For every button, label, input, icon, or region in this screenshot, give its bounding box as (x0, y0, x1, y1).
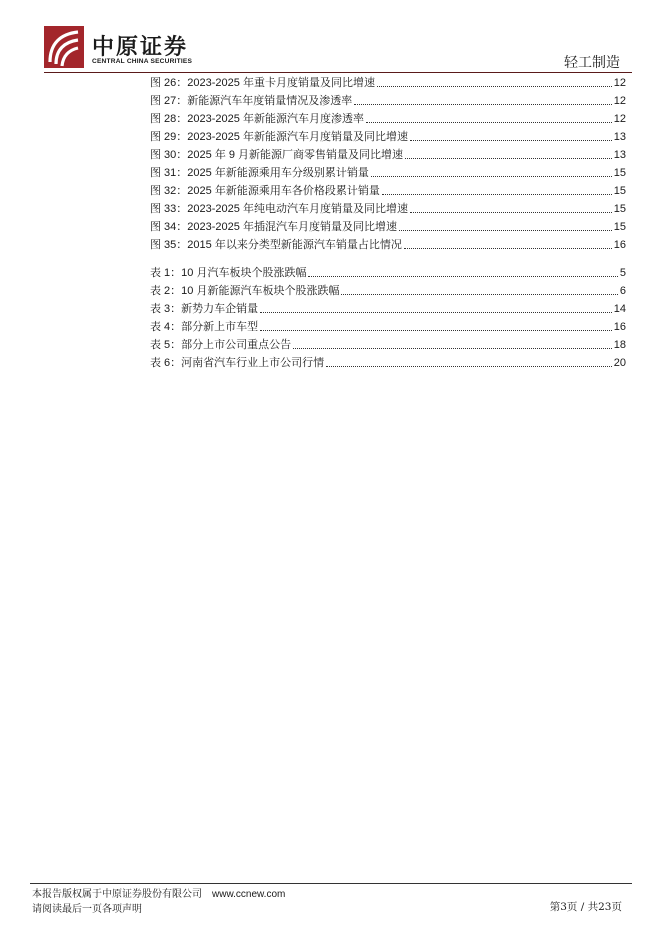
toc-row[interactable] (150, 354, 626, 370)
logo-chinese-name: 中原证券 (92, 34, 189, 60)
toc-leader (404, 248, 612, 249)
toc-leader (377, 86, 612, 87)
toc-entry-title: 图 32：2025 年新能源乘用车各价格段累计销量 (150, 185, 380, 197)
footer-disclaimer: 请阅读最后一页各项声明 (32, 904, 142, 915)
toc-leader (260, 312, 612, 313)
toc-page-number: 12 (613, 77, 626, 89)
toc-row[interactable] (150, 164, 626, 180)
toc-row[interactable] (150, 336, 626, 352)
toc-entry-title: 表 1：10 月汽车板块个股涨跌幅 (150, 267, 307, 279)
page-header (0, 0, 662, 76)
toc-entry-title: 图 30：2025 年 9 月新能源厂商零售销量及同比增速 (150, 149, 404, 161)
toc-leader (354, 104, 611, 105)
toc-leader (371, 176, 612, 177)
toc-leader (382, 194, 612, 195)
toc-entry-title: 图 34：2023-2025 年插混汽车月度销量及同比增速 (150, 221, 397, 233)
toc-leader (366, 122, 612, 123)
toc-leader (341, 294, 617, 295)
toc-row[interactable] (150, 236, 626, 252)
toc-page-number: 15 (613, 185, 626, 197)
toc-page-number: 12 (613, 113, 626, 125)
toc-page-number: 15 (613, 203, 626, 215)
toc-leader (405, 158, 612, 159)
toc-leader (399, 230, 612, 231)
toc-page-number: 16 (613, 239, 626, 251)
toc-entry-title: 图 28：2023-2025 年新能源汽车月度渗透率 (150, 113, 364, 125)
toc-entry-title: 表 5：部分上市公司重点公告 (150, 339, 292, 351)
logo-icon (44, 26, 84, 68)
toc-row[interactable] (150, 264, 626, 280)
logo-english-name: CENTRAL CHINA SECURITIES (92, 58, 193, 65)
toc-entry-title: 图 33：2023-2025 年纯电动汽车月度销量及同比增速 (150, 203, 408, 215)
header-divider (44, 72, 632, 73)
toc-page-number: 18 (613, 339, 626, 351)
toc-page-number: 5 (619, 267, 626, 279)
toc-row[interactable] (150, 74, 626, 90)
toc-row[interactable] (150, 318, 626, 334)
toc-page-number: 12 (613, 95, 626, 107)
toc-row[interactable] (150, 200, 626, 216)
industry-label: 轻工制造 (564, 55, 620, 71)
toc-leader (293, 348, 612, 349)
toc-leader (308, 276, 617, 277)
toc-entry-title: 图 35：2015 年以来分类型新能源汽车销量占比情况 (150, 239, 402, 251)
toc-page-number: 13 (613, 149, 626, 161)
toc-row[interactable] (150, 110, 626, 126)
footer-copyright-line (32, 885, 285, 900)
toc-leader (410, 140, 612, 141)
toc-row[interactable] (150, 182, 626, 198)
toc-entry-title: 表 3：新势力车企销量 (150, 303, 259, 315)
toc-entry-title: 图 26：2023-2025 年重卡月度销量及同比增速 (150, 77, 375, 89)
toc-entry-title: 表 4：部分新上市车型 (150, 321, 259, 333)
toc-page-number: 13 (613, 131, 626, 143)
toc-row[interactable] (150, 300, 626, 316)
footer-page-number: 第3页 / 共23页 (549, 901, 622, 913)
toc-leader (260, 330, 612, 331)
toc-page-number: 15 (613, 221, 626, 233)
toc-page-number: 6 (619, 285, 626, 297)
toc-entry-title: 表 6：河南省汽车行业上市公司行情 (150, 357, 325, 369)
toc-row[interactable] (150, 218, 626, 234)
toc-page-number: 16 (613, 321, 626, 333)
toc-row[interactable] (150, 92, 626, 108)
toc-entry-title: 表 2：10 月新能源汽车板块个股涨跌幅 (150, 285, 340, 297)
toc-row[interactable] (150, 282, 626, 298)
toc-leader (326, 366, 612, 367)
footer-copyright: 本报告版权属于中原证券股份有限公司 (32, 889, 202, 900)
toc-leader (410, 212, 612, 213)
toc-entry-title: 图 27：新能源汽车年度销量情况及渗透率 (150, 95, 353, 107)
footer-website-link[interactable]: www.ccnew.com (212, 889, 286, 900)
toc-page-number: 14 (613, 303, 626, 315)
toc-row[interactable] (150, 128, 626, 144)
toc-page-number: 20 (613, 357, 626, 369)
footer-divider (30, 883, 632, 884)
toc-page-number: 15 (613, 167, 626, 179)
toc-entry-title: 图 31：2025 年新能源乘用车分级别累计销量 (150, 167, 369, 179)
toc-row[interactable] (150, 146, 626, 162)
toc-entry-title: 图 29：2023-2025 年新能源汽车月度销量及同比增速 (150, 131, 408, 143)
